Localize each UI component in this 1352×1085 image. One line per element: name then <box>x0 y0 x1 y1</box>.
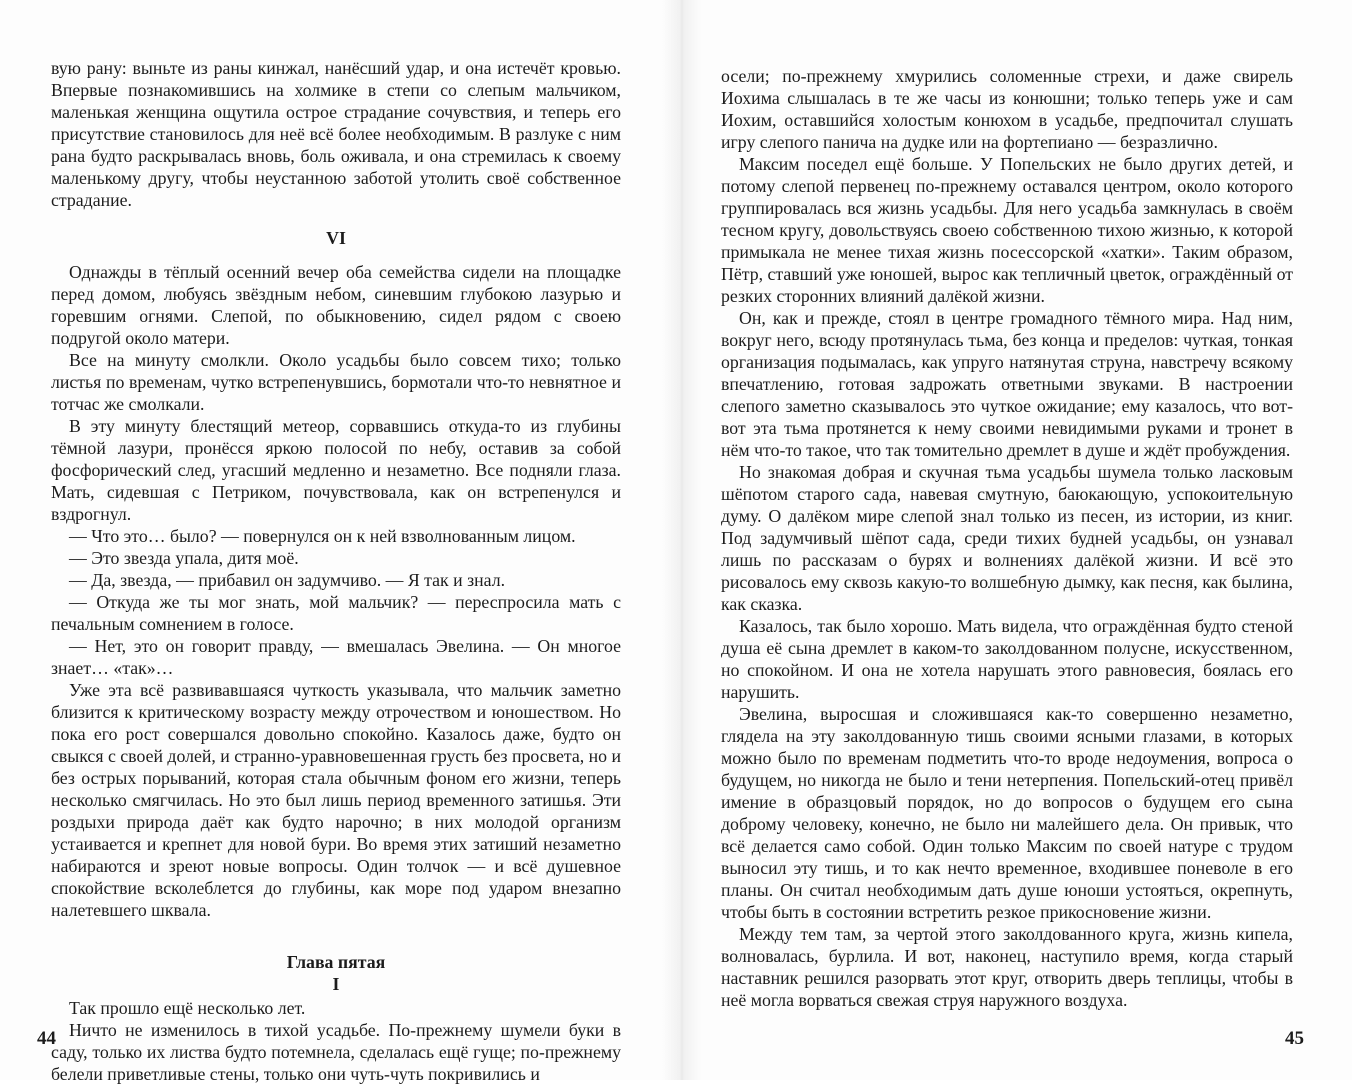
dialogue-line: — Откуда же ты мог знать, мой мальчик? — переспросила мать с печальным сомнением в голосе. <box>51 592 621 634</box>
paragraph: Так прошло ещё несколько лет. <box>69 998 306 1018</box>
paragraph: Но знакомая добрая и скучная тьма усадьбы шумела только ласковым шёпотом старого сада, навевая смутную, баюкающую, успокоительную думу. О далёком мире слепой знал только из песен, из истории, из книг. Под задумчивый шёпот сада, среди тихих будней усадьбы, он узнавал лишь по рассказам о бурях и волнениях далёкой жизни. И всё это рисовалось ему сквозь какую-то волшебную дымку, как песня, как былина, как сказка. <box>721 462 1293 614</box>
paragraph: Эвелина, выросшая и сложившаяся как-то совершенно незаметно, глядела на эту заколдованную тишь своими ясными глазами, в которых можно было по временам подметить что-то вроде недоумения, вопроса о будущем, но никогда не было и тени нетерпения. Попельский-отец привёл имение в образцовый порядок, но до вопросов о будущем его сына доброму человеку, конечно, не было ни малейшего дела. Он привык, что всё делается само собой. Один только Максим по своей натуре с трудом выносил эту тишь, и то как нечто временное, входившее поневоле в его планы. Он считал необходимым дать душе юноши устояться, окрепнуть, чтобы быть в состоянии встретить резкое прикосновение жизни. <box>721 704 1293 922</box>
paragraph: В эту минуту блестящий метеор, сорвавшись откуда-то из глубины тёмной лазури, пронёсся яркою полосой по небу, оставив за собой фосфорический след, угасший медленно и незаметно. Все подняли глаза. Мать, сидевшая с Петриком, почувствовала, как он встрепенулся и вздрогнул. <box>51 416 621 524</box>
chapter-number: I <box>332 974 340 994</box>
paragraph: вую рану: выньте из раны кинжал, нанёсший удар, и она истечёт кровью. Впервые познакомившись на холмике в степи со слепым мальчиком, маленькая женщина ощутила острое страдание сочувствия, и теперь его присутствие становилось для неё всё более необходимым. В разлуке с ним рана будто раскрывалась вновь, боль оживала, и она стремилась к своему маленькому другу, чтобы неустанною заботой утолить своё собственное страдание. <box>51 58 621 210</box>
chapter-title: Глава пятая <box>286 952 386 972</box>
right-page-text-column <box>721 65 1293 1011</box>
section-number: VI <box>326 228 346 248</box>
paragraph: Между тем там, за чертой этого заколдованного круга, жизнь кипела, волновалась, бурлила. И вот, наконец, наступило время, когда старый наставник решился разорвать этот круг, отворить дверь теплицы, чтобы в неё могла ворваться свежая струя наружного воздуха. <box>721 924 1293 1010</box>
paragraph: Однажды в тёплый осенний вечер оба семейства сидели на площадке перед домом, любуясь звёздным небом, синевшим глубокою лазурью и горевшим огнями. Слепой, по обыкновению, сидел рядом с своею подругой около матери. <box>51 262 621 348</box>
paragraph: осели; по-прежнему хмурились соломенные стрехи, и даже свирель Иохима слышалась в те же часы из конюшни; только теперь уже и сам Иохим, оставшийся холостым конюхом в усадьбе, предпочитал слушать игру слепого панича на дудке или на фортепиано — безразлично. <box>721 66 1293 152</box>
paragraph: Он, как и прежде, стоял в центре громадного тёмного мира. Над ним, вокруг него, всюду протянулась тьма, без конца и пределов: чуткая, тонкая организация подымалась, как упруго натянутая струна, навстречу всякому впечатлению, готовая задрожать ответными звуками. В настроении слепого заметно сказывалось это чуткое ожидание; ему казалось, что вот-вот эта тьма протянется к нему своими невидимыми руками и тронет в нём что-то такое, что так томительно дремлет в душе и ждёт пробуждения. <box>721 308 1293 460</box>
left-page <box>0 0 676 1084</box>
paragraph: Казалось, так было хорошо. Мать видела, что ограждённая будто стеной душа её сына дремлет в каком-то заколдованном полусне, искусственном, но спокойном. И она не хотела нарушать этого равновесия, боялась его нарушить. <box>721 616 1293 702</box>
paragraph: Ничто не изменилось в тихой усадьбе. По-прежнему шумели буки в саду, только их листва будто потемнела, сделалась ещё гуще; по-прежнему белели приветливые стены, только они чуть-чуть покривились и <box>51 1020 621 1084</box>
paragraph: Уже эта всё развивавшаяся чуткость указывала, что мальчик заметно близится к критическому возрасту между отрочеством и юношеством. Но пока его рост совершался довольно спокойно. Казалось даже, будто он свыкся с своей долей, и странно-уравновешенная грусть без просвета, но и без острых порываний, которая стала обычным фоном его жизни, теперь несколько смягчилась. Но это был лишь период временного затишья. Эти роздыхи природа даёт как будто нарочно; в них молодой организм устаивается и крепнет для новой бури. Во время этих затиший незаметно набираются и зреют новые вопросы. Один толчок — и всё душевное спокойствие всколеблется до глубины, как море под ударом внезапно налетевшего шквала. <box>51 680 621 920</box>
dialogue-line: — Что это… было? — повернулся он к ней взволнованным лицом. <box>69 526 576 546</box>
paragraph: Все на минуту смолкли. Около усадьбы было совсем тихо; только листья по временам, чутко встрепенувшись, бормотали что-то невнятное и тотчас же смолкали. <box>51 350 621 414</box>
dialogue-line: — Это звезда упала, дитя моё. <box>69 548 299 568</box>
dialogue-line: — Да, звезда, — прибавил он задумчиво. — Я так и знал. <box>69 570 506 590</box>
dialogue-line: — Нет, это он говорит правду, — вмешалась Эвелина. — Он многое знает… «так»… <box>51 636 621 678</box>
left-page-text-column <box>51 57 621 1085</box>
paragraph: Максим поседел ещё больше. У Попельских не было других детей, и потому слепой первенец по-прежнему оставался центром, около которого группировалась вся жизнь усадьбы. Для него усадьба замкнулась в своём тесном кругу, довольствуясь своею собственною тихою жизнью, к которой примыкала не менее тихая жизнь посессорской «хатки». Таким образом, Пётр, ставший уже юношей, вырос как тепличный цветок, ограждённый от резких сторонних влияний далёкой жизни. <box>721 154 1293 306</box>
right-page <box>676 0 1352 1080</box>
page-number: 44 <box>37 1028 56 1049</box>
page-number: 45 <box>1285 1028 1304 1049</box>
